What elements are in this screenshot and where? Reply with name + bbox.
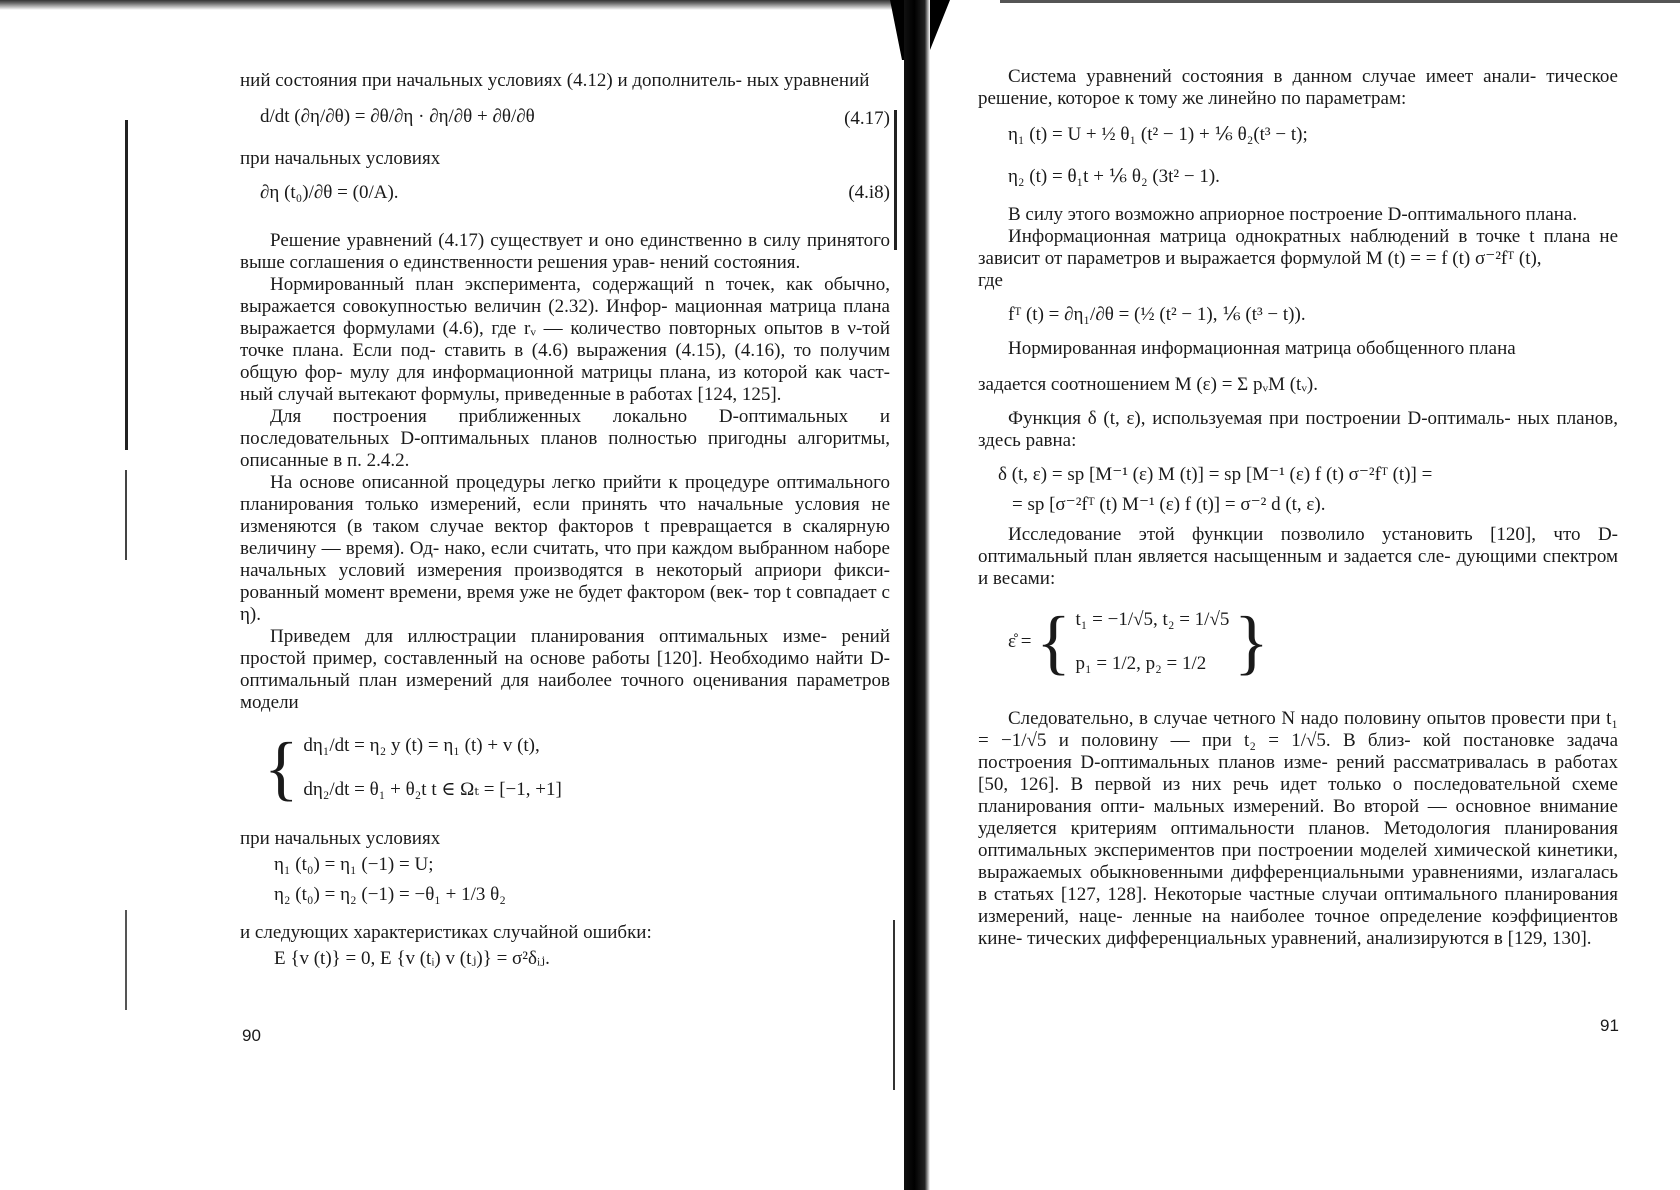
equation-number: (4.i8) xyxy=(848,182,890,203)
equation-body: d/dt (∂η/∂θ) = ∂θ/∂η · ∂η/∂θ + ∂θ/∂θ xyxy=(260,106,535,127)
scan-edge-top-right xyxy=(1000,0,1680,3)
paragraph: Решение уравнений (4.17) существует и оно единственно в силу принятого выше соглашения о единственности решения урав- нений состояния. xyxy=(240,230,890,273)
page-number: 91 xyxy=(1600,1016,1619,1035)
left-page xyxy=(240,60,890,1045)
paragraph: ний состояния при начальных условиях (4.12) и дополнитель- ных уравнений xyxy=(240,70,870,91)
error-characteristics: E {v (t)} = 0, E {v (tᵢ) v (tⱼ)} = σ²δᵢⱼ. xyxy=(274,948,550,969)
scan-mark xyxy=(125,910,127,1010)
epsilon-symbol: ε̊ = xyxy=(1008,631,1032,652)
paragraph: при начальных условиях xyxy=(240,828,441,849)
equation-4-17 xyxy=(240,96,890,144)
paragraph: Для построения приближенных локально D-оптимальных и последовательных D-оптимальных планов полностью пригодны алгоритмы, описанные в п. 2.4.2. xyxy=(240,406,890,471)
delta-formula: δ (t, ε) = sp [M⁻¹ (ε) M (t)] = sp [M⁻¹ (ε) f (t) σ⁻²fᵀ (t)] = xyxy=(998,464,1433,485)
paragraph: В силу этого возможно априорное построение D-оптимального плана. xyxy=(1008,204,1578,225)
system-line: dη₂/dt = θ₁ + θ₂t t ∈ Ωₜ = [−1, +1] xyxy=(303,779,562,800)
book-gutter xyxy=(904,0,930,1190)
paragraph: Функция δ (t, ε), используемая при построении D-оптималь- ных планов, здесь равна: xyxy=(978,408,1618,451)
initial-condition: η₂ (t₀) = η₂ (−1) = −θ₁ + 1/3 θ₂ xyxy=(274,884,506,905)
paragraph: где xyxy=(978,270,1003,291)
paragraph: Нормированный план эксперимента, содержащий n точек, как обычно, выражается совокупностью величин (2.32). Инфор- мационная матрица плана выражается формулами (4.6), где rᵥ — количество повторных опытов в ν-той точке плана. Если под- ставить в (4.6) выражения (4.15), (4.16), то получим общую фор- мулу для информационной матрицы плана, из которой как част- ный случай вытекают формулы, приведенные в работах [124, 125]. xyxy=(240,274,890,405)
equation-number: (4.17) xyxy=(844,108,890,129)
scan-mark xyxy=(894,110,897,250)
paragraph: Информационная матрица однократных наблюдений в точке t плана не зависит от параметров и выражается формулой M (t) = = f (t) σ⁻²fᵀ (t), xyxy=(978,226,1618,269)
equation-body: ∂η (t₀)/∂θ = (0/A). xyxy=(260,182,399,203)
left-brace: { xyxy=(264,728,299,808)
scan-mark xyxy=(125,470,127,560)
paragraph: задается соотношением M (ε) = Σ pᵥM (tᵥ). xyxy=(978,374,1318,395)
paragraph: Исследование этой функции позволило установить [120], что D-оптимальный план является насыщенным и задается сле- дующими спектром и весами: xyxy=(978,524,1618,589)
delta-formula: = sp [σ⁻²fᵀ (t) M⁻¹ (ε) f (t)] = σ⁻² d (t, ε). xyxy=(1012,494,1326,515)
scan-mark xyxy=(125,120,128,450)
paragraph: На основе описанной процедуры легко прийти к процедуре оптимального планирования только измерений, если принять что начальные условия не изменяются (в таком случае вектор факторов t превращается в скалярную величину — время). Од- нако, если считать, что при каждом выбранном наборе начальных условий измерения производятся в некоторый априори фикси- рованный момент времени, время уже не будет фактором (век- тор t совпадает с η). xyxy=(240,472,890,625)
paragraph: при начальных условиях xyxy=(240,148,441,169)
plan-spectrum: t₁ = −1/√5, t₂ = 1/√5 xyxy=(1075,609,1230,630)
right-brace: } xyxy=(1234,602,1269,682)
f-transpose-formula: fᵀ (t) = ∂η₁/∂θ = (½ (t² − 1), ⅙ (t³ − t)). xyxy=(1008,304,1306,325)
optimal-plan xyxy=(1008,598,1618,702)
equation-4-18 xyxy=(240,170,890,218)
page-number: 90 xyxy=(242,1026,261,1045)
system-line: dη₁/dt = η₂ y (t) = η₁ (t) + v (t), xyxy=(303,735,540,756)
model-system xyxy=(264,724,890,820)
paragraph: Следовательно, в случае четного N надо половину опытов провести при t₁ = −1/√5 и половину — при t₂ = 1/√5. В близ- кой постановке задача построения D-оптимальных планов изме- рений рассматривалась в работах [50, 126]. В первой из них речь идет только о последовательной схеме планирования опти- мальных измерений. Во второй — основное внимание уделяется критериям оптимальности планов. Методология планирования оптимальных экспериментов при построении моделей химической кинетики, выражаемых обыкновенными дифференциальными уравнениями, излагалась в статьях [127, 128]. Некоторые частные случаи оптимального планирования измерений, наце- ленные на наиболее точное определение коэффициентов кине- тических дифференциальных уравнений, анализируются в [129, 130]. xyxy=(978,708,1618,949)
paragraph: Нормированная информационная матрица обобщенного плана xyxy=(1008,338,1516,359)
solution-eta2: η₂ (t) = θ₁t + ⅙ θ₂ (3t² − 1). xyxy=(1008,166,1220,187)
scan-edge-top xyxy=(0,0,900,10)
paragraph: Система уравнений состояния в данном случае имеет анали- тическое решение, которое к тому же линейно по параметрам: xyxy=(978,66,1618,109)
left-brace: { xyxy=(1036,602,1071,682)
solution-eta1: η₁ (t) = U + ½ θ₁ (t² − 1) + ⅙ θ₂(t³ − t); xyxy=(1008,124,1308,145)
paragraph: Приведем для иллюстрации планирования оптимальных изме- рений простой пример, составленный на основе работы [120]. Необходимо найти D-оптимальный план измерений для наиболее точного оценивания параметров модели xyxy=(240,626,890,713)
right-page xyxy=(978,60,1619,1035)
scan-mark xyxy=(893,920,895,1090)
paragraph: и следующих характеристиках случайной ошибки: xyxy=(240,922,652,943)
initial-condition: η₁ (t₀) = η₁ (−1) = U; xyxy=(274,854,434,875)
plan-weights: p₁ = 1/2, p₂ = 1/2 xyxy=(1075,653,1207,674)
